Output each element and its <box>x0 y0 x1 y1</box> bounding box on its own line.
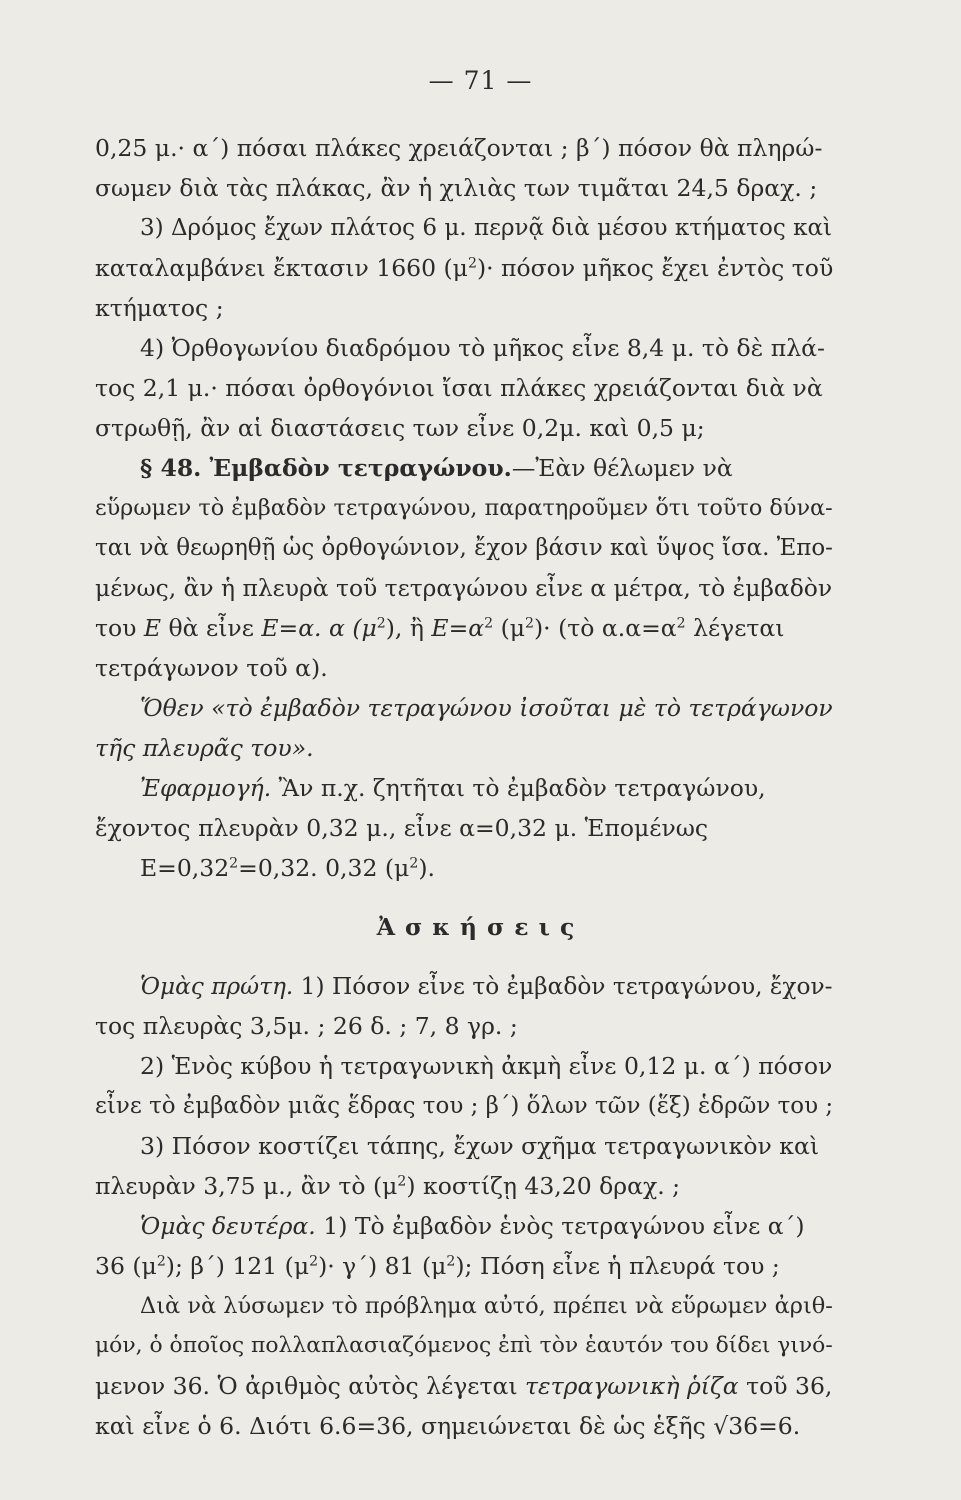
page-number: — 71 — <box>428 66 533 95</box>
rule-statement: Ὅθεν «τὸ ἐμβαδὸν τετραγώνου ἰσοῦται μὲ τὸ τετράγωνον <box>140 694 833 722</box>
example-line: Ἐφαρμογή. Ἂν π.χ. ζητῆται τὸ ἐμβαδὸν τετραγώνου, <box>140 774 766 802</box>
text-line: 2) Ἑνὸς κύβου ἡ τετραγωνικὴ ἀκμὴ εἶνε 0,12 μ. α΄) πόσον <box>140 1052 833 1080</box>
text-line: 0,25 μ.· α΄) πόσαι πλάκες χρειάζονται ; β΄) πόσον θὰ πληρώ- <box>95 134 823 162</box>
text-line: Διὰ νὰ λύσωμεν τὸ πρόβλημα αὐτό, πρέπει νὰ εὕρωμεν ἀριθ- <box>140 1293 833 1319</box>
text-line: ται νὰ θεωρηθῇ ὡς ὀρθογώνιον, ἔχον βάσιν καὶ ὕψος ἴσα. Ἐπο- <box>95 535 833 561</box>
text-line: καταλαμβάνει ἔκτασιν 1660 $(\mu^2)\cdot \pi ό\sigma o\nu$ μῆκος ἔχει ἐντὸς τοῦ <box>95 254 834 282</box>
section-heading-line: § 48. Ἐμβαδὸν τετραγώνου.—Ἐὰν θέλωμεν νὰ <box>140 454 733 482</box>
exercise-group-line: Ὁμὰς δευτέρα. 1) Τὸ ἐμβαδὸν ἑνὸς τετραγώνου εἶνε α΄) <box>140 1212 805 1240</box>
text-line: τος πλευρὰς 3,5μ. ; 26 δ. ; 7, 8 γρ. ; <box>95 1012 518 1040</box>
text-line: εἶνε τὸ ἐμβαδὸν μιᾶς ἕδρας του ; β΄) ὅλων τῶν (ἕξ) ἑδρῶν του ; <box>95 1093 834 1119</box>
formula-line: $E=0,32^2=0,32$. 0,32 $(\mu^2)$. <box>140 854 435 882</box>
text-line: τος 2,1 μ.· πόσαι ὀρθογόνιοι ἴσαι πλάκες χρειάζονται διὰ νὰ <box>95 374 823 402</box>
exercises-heading: Ἀσκήσεις <box>376 913 585 941</box>
formula-line: του Ε θὰ εἶνε Ε=α. α $(\mu^2)$, ἢ $E=\alpha^2$ $(\mu^2)\cdot$ (τὸ $\alpha.\alpha=\alpha^2$ λέγεται <box>95 614 785 642</box>
text-line: μένως, ἂν ἡ πλευρὰ τοῦ τετραγώνου εἶνε α μέτρα, τὸ ἐμβαδὸν <box>95 574 833 602</box>
text-line: καὶ εἶνε ὁ 6. Διότι 6.6=36, σημειώνεται δὲ ὡς ἑξῆς √36=6. <box>95 1412 801 1440</box>
text-line: πλευρὰν 3,75 μ., ἂν τὸ $(\mu^2)$ κοστίζῃ 43,20 δραχ. ; <box>95 1172 681 1200</box>
text-line: τετράγωνον τοῦ α). <box>95 654 328 682</box>
exercise-group-line: Ὁμὰς πρώτη. 1) Πόσον εἶνε τὸ ἐμβαδὸν τετραγώνου, ἔχον- <box>140 973 833 1000</box>
text-line: στρωθῇ, ἂν αἱ διαστάσεις των εἶνε 0,2μ. καὶ 0,5 μ; <box>95 414 705 442</box>
text-line: 3) Πόσον κοστίζει τάπης, ἔχων σχῆμα τετραγωνικὸν καὶ <box>140 1132 820 1160</box>
text-line: ἔχοντος πλευρὰν 0,32 μ., εἶνε α=0,32 μ. Ἑπομένως <box>95 814 709 842</box>
section-title: § 48. Ἐμβαδὸν τετραγώνου. <box>140 454 512 482</box>
text-line: μόν, ὁ ὁποῖος πολλαπλασιαζόμενος ἐπὶ τὸν ἑαυτόν του δίδει γινό- <box>95 1333 833 1358</box>
text-line: 36 $(\mu^2)$; β΄) 121 $(\mu^2)\cdot \gamma΄$) 81 $(\mu^2)$; Πόση εἶνε ἡ πλευρά του ; <box>95 1252 780 1280</box>
text-line: μενον 36. Ὁ ἀριθμὸς αὐτὸς λέγεται τετραγωνικὴ ῥίζα τοῦ 36, <box>95 1372 833 1400</box>
text-line: κτήματος ; <box>95 294 224 322</box>
text-line: 3) Δρόμος ἔχων πλάτος 6 μ. περνᾷ διὰ μέσου κτήματος καὶ <box>140 215 833 241</box>
text-line: 4) Ὀρθογωνίου διαδρόμου τὸ μῆκος εἶνε 8,4 μ. τὸ δὲ πλά- <box>140 334 825 362</box>
text-line: σωμεν διὰ τὰς πλάκας, ἂν ἡ χιλιὰς των τιμᾶται 24,5 δραχ. ; <box>95 174 818 202</box>
text-line: εὕρωμεν τὸ ἐμβαδὸν τετραγώνου, παρατηροῦμεν ὅτι τοῦτο δύνα- <box>95 495 833 521</box>
rule-statement: τῆς πλευρᾶς του». <box>95 734 314 762</box>
